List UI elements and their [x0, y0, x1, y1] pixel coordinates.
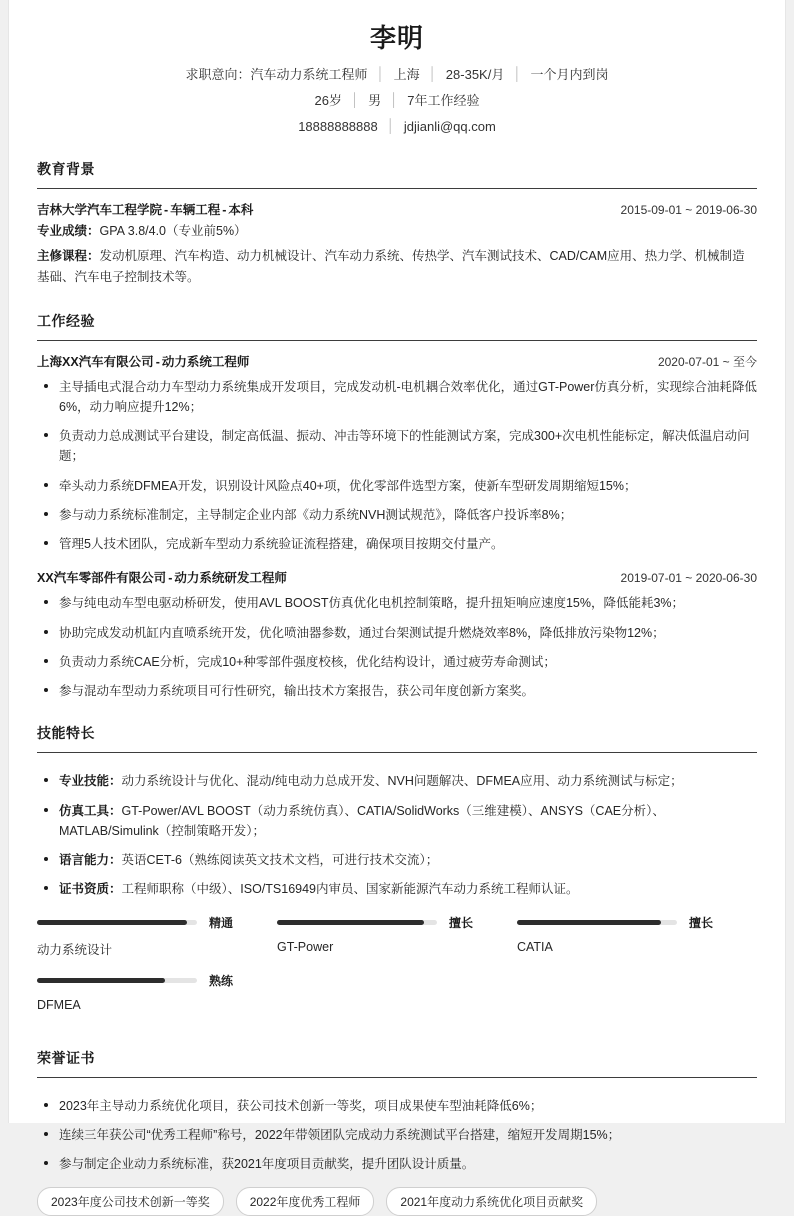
skill-bar-fill	[517, 920, 661, 925]
candidate-phone: 18888888888	[298, 119, 378, 135]
skill-bar-name: GT-Power	[276, 939, 334, 954]
work-role: 动力系统工程师	[161, 354, 250, 369]
education-gpa-label: 专业成绩：	[37, 224, 100, 239]
skill-bar-name: 动力系统设计	[37, 942, 113, 957]
header-line-contact	[37, 117, 757, 137]
work-entry	[37, 568, 757, 701]
work-bullet: 参与动力系统标准制定，主导制定企业内部《动力系统NVH测试规范》，降低客户投诉率8%；	[37, 505, 757, 525]
candidate-experience: 7年工作经验	[407, 92, 480, 108]
skill-label: 专业技能：	[59, 774, 122, 789]
section-title-skills: 技能特长	[37, 723, 757, 753]
education-gpa	[37, 221, 757, 243]
divider: │	[386, 118, 395, 134]
skill-bar-fill	[277, 920, 424, 925]
skill-bar-cell	[37, 972, 277, 1012]
honors-bullet-list	[37, 1096, 757, 1175]
skill-label: 仿真工具：	[59, 803, 122, 818]
honor-bullet: 连续三年获公司“优秀工程师”称号，2022年带领团队完成动力系统测试平台搭建，缩短开发周期15%；	[37, 1125, 757, 1145]
work-bullet: 牵头动力系统DFMEA开发，识别设计风险点40+项，优化零部件选型方案，使新车型研发周期缩短15%；	[37, 476, 757, 496]
work-bullet: 参与纯电动车型电驱动桥研发，使用AVL BOOST仿真优化电机控制策略，提升扭矩响应速度15%，降低能耗3%；	[37, 593, 757, 613]
header-line-objective	[37, 65, 757, 85]
job-objective-salary: 28-35K/月	[445, 66, 505, 82]
divider: │	[513, 65, 522, 81]
skill-bar-level: 精通	[209, 915, 234, 930]
education-school: 吉林大学汽车工程学院	[37, 203, 163, 218]
work-bullet: 参与混动车型动力系统项目可行性研究，输出技术方案报告，获公司年度创新方案奖。	[37, 681, 757, 701]
work-entry	[37, 352, 757, 555]
work-date: 2020-07-01 ~ 至今	[657, 354, 757, 369]
skill-bar-track	[277, 920, 437, 925]
skill-item	[37, 771, 757, 791]
job-objective-availability: 一个月内到岗	[530, 66, 609, 82]
work-bullet: 主导插电式混合动力车型动力系统集成开发项目，完成发动机-电机耦合效率优化，通过GT-Power仿真分析，实现综合油耗降低6%，动力响应提升12%；	[37, 377, 757, 418]
section-title-education: 教育背景	[37, 159, 757, 189]
skill-item	[37, 879, 757, 899]
skills-bullet-list	[37, 771, 757, 899]
candidate-name: 李明	[369, 23, 424, 53]
honor-tag: 2022年度优秀工程师	[236, 1187, 375, 1216]
divider: │	[350, 91, 360, 107]
skill-bar-level: 擅长	[688, 915, 713, 930]
job-objective-city: 上海	[393, 66, 420, 82]
skill-bar-name: CATIA	[516, 939, 553, 954]
skill-value: 动力系统设计与优化、混动/纯电动力总成开发、NVH问题解决、DFMEA应用、动力系统测试与标定；	[121, 774, 683, 789]
education-entry	[37, 200, 757, 289]
divider: │	[428, 65, 437, 81]
honor-tag-group	[37, 1187, 757, 1216]
skill-bar-fill	[37, 920, 187, 925]
section-skills	[37, 723, 757, 1025]
section-honors	[37, 1048, 757, 1216]
skill-bar-name: DFMEA	[37, 997, 81, 1012]
section-title-honors: 荣誉证书	[37, 1048, 757, 1078]
skill-label: 证书资质：	[59, 882, 122, 897]
work-bullet: 管理5人技术团队，完成新车型动力系统验证流程搭建，确保项目按期交付量产。	[37, 534, 757, 554]
skill-bar-cell	[37, 914, 277, 958]
job-objective-label: 求职意向：	[185, 66, 251, 82]
divider: │	[376, 65, 385, 81]
work-company: XX汽车零部件有限公司	[37, 571, 167, 586]
section-title-work: 工作经验	[37, 311, 757, 341]
education-courses	[37, 246, 757, 289]
skill-bar-cell	[277, 914, 517, 958]
candidate-age: 26岁	[314, 92, 342, 108]
skill-bar-fill	[37, 978, 165, 983]
candidate-gender: 男	[368, 92, 382, 108]
skill-bar-group	[37, 914, 757, 1026]
skill-bar-track	[37, 978, 197, 983]
section-work-experience	[37, 311, 757, 702]
resume-page	[8, 0, 786, 1210]
work-bullet-list	[37, 593, 757, 701]
education-courses-label: 主修课程：	[37, 248, 100, 263]
honor-tag: 2023年度公司技术创新一等奖	[37, 1187, 224, 1216]
skill-item	[37, 801, 757, 842]
skill-value: 工程师职称（中级）、ISO/TS16949内审员、国家新能源汽车动力系统工程师认证。	[121, 882, 579, 897]
resume-header	[37, 0, 757, 137]
education-major: 车辆工程	[170, 203, 221, 218]
skill-bar-cell	[517, 914, 757, 958]
job-objective-position: 汽车动力系统工程师	[250, 66, 368, 82]
skill-value: GT-Power/AVL BOOST（动力系统仿真）、CATIA/SolidWorks（三维建模）、ANSYS（CAE分析）、MATLAB/Simulink（控制策略开发）；	[59, 803, 665, 838]
education-courses-value: 发动机原理、汽车构造、动力机械设计、汽车动力系统、传热学、汽车测试技术、CAD/CAM应用、热力学、机械制造基础、汽车电子控制技术等。	[37, 248, 745, 285]
education-degree: 本科	[228, 203, 254, 218]
skill-item	[37, 850, 757, 870]
skill-bar-level: 擅长	[448, 915, 473, 930]
education-gpa-value: GPA 3.8/4.0（专业前5%）	[99, 224, 247, 239]
honor-tag: 2021年度动力系统优化项目贡献奖	[386, 1187, 597, 1216]
skill-label: 语言能力：	[59, 853, 122, 868]
work-bullet: 协助完成发动机缸内直喷系统开发，优化喷油器参数，通过台架测试提升燃烧效率8%，降低排放污染物12%；	[37, 623, 757, 643]
work-company: 上海XX汽车有限公司	[37, 354, 154, 369]
section-education	[37, 159, 757, 289]
work-role: 动力系统研发工程师	[174, 571, 287, 586]
honor-bullet: 2023年主导动力系统优化项目，获公司技术创新一等奖，项目成果使车型油耗降低6%；	[37, 1096, 757, 1116]
divider: │	[390, 91, 399, 107]
education-date: 2015-09-01 ~ 2019-06-30	[620, 203, 757, 218]
skill-bar-track	[37, 920, 197, 925]
education-heading: 吉林大学汽车工程学院 - 车辆工程 - 本科	[37, 203, 254, 218]
work-heading: 上海XX汽车有限公司 - 动力系统工程师	[37, 354, 250, 369]
work-entries	[37, 341, 757, 702]
work-heading: XX汽车零部件有限公司 - 动力系统研发工程师	[37, 571, 287, 586]
skill-value: 英语CET-6（熟练阅读英文技术文档，可进行技术交流）；	[121, 853, 439, 868]
honor-bullet: 参与制定企业动力系统标准，获2021年度项目贡献奖，提升团队设计质量。	[37, 1154, 757, 1174]
skill-bar-track	[517, 920, 677, 925]
work-date: 2019-07-01 ~ 2020-06-30	[620, 571, 757, 586]
candidate-email: jdjianli@qq.com	[403, 119, 496, 135]
work-bullet-list	[37, 377, 757, 555]
work-bullet: 负责动力系统CAE分析，完成10+种零部件强度校核，优化结构设计，通过疲劳寿命测试；	[37, 652, 757, 672]
skill-bar-level: 熟练	[209, 973, 234, 988]
work-bullet: 负责动力总成测试平台建设，制定高低温、振动、冲击等环境下的性能测试方案，完成300+次电机性能标定，解决低温启动问题；	[37, 426, 757, 467]
header-line-personal	[37, 91, 757, 111]
